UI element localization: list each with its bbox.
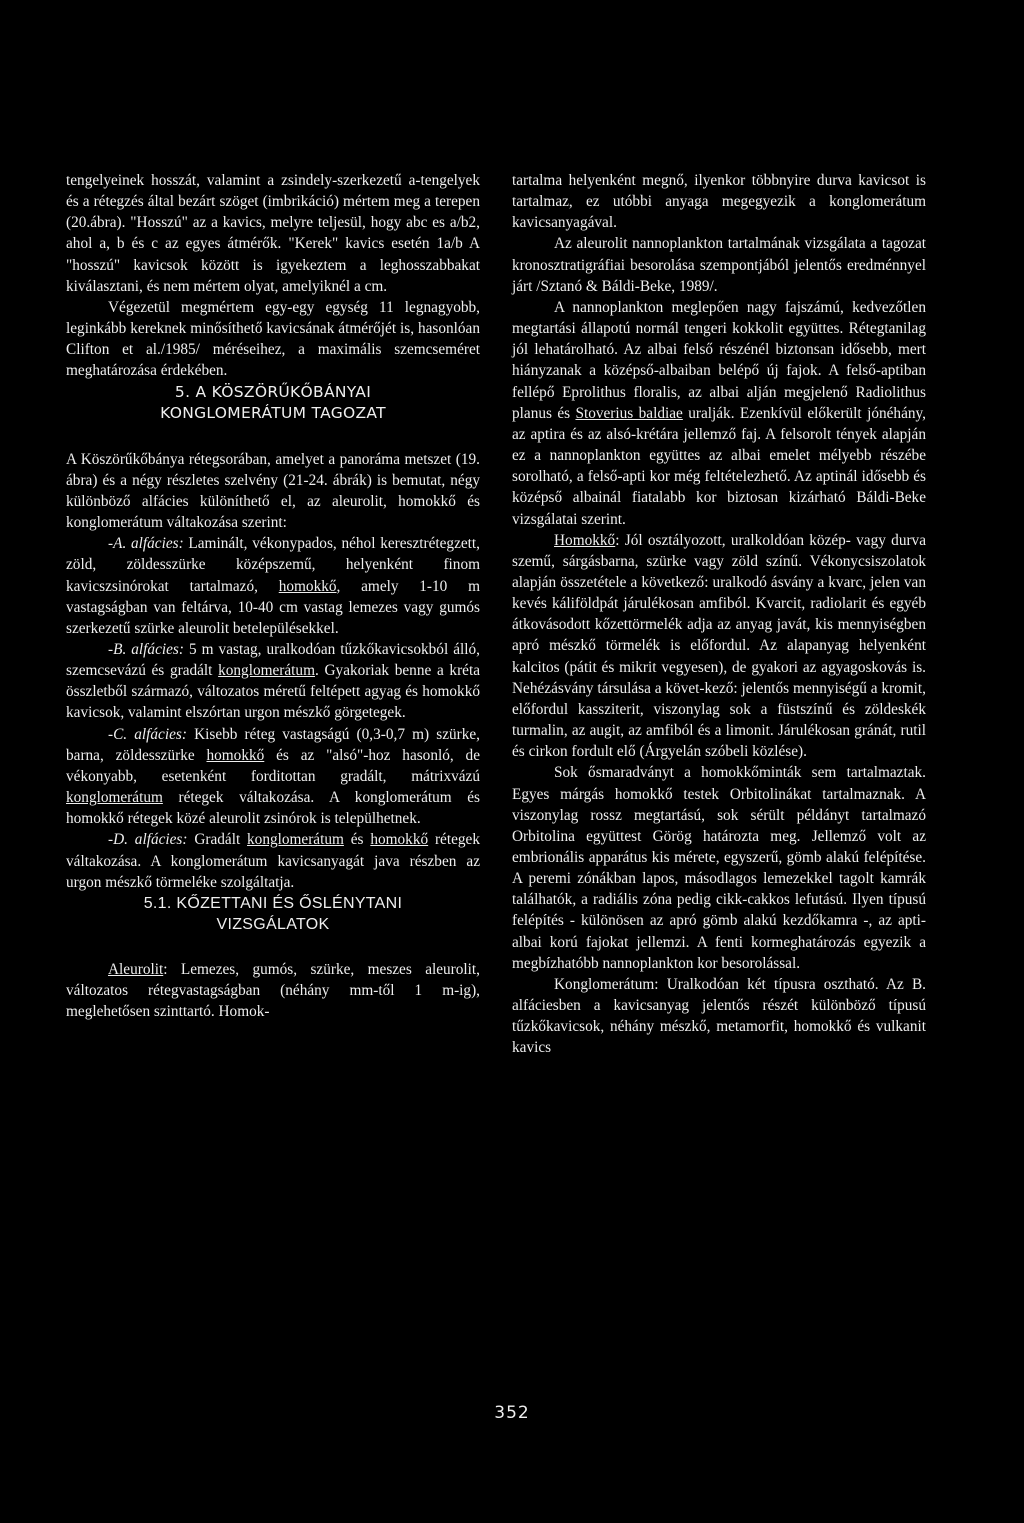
paragraph-subfacies-b bbox=[66, 639, 480, 724]
subfacies-b-term: konglomerátum bbox=[218, 662, 315, 680]
subfacies-d-term1: konglomerátum bbox=[247, 831, 344, 849]
aleurolit-term: Aleurolit bbox=[108, 960, 164, 978]
subfacies-a-text2: , amely 1-10 m vastagságban van feltárva, 10-40 cm vastag lemezes vagy gumós szerkezetű szürke aleurolit betelepülésekkel. bbox=[66, 577, 480, 637]
paragraph-aleurolit bbox=[66, 959, 480, 1022]
section-heading-5-1-line1: 5.1. KŐZETTANI ÉS ŐSLÉNYTANI bbox=[143, 894, 403, 912]
section-heading-5-line1: 5. A KÖSZÖRŰKŐBÁNYAI bbox=[174, 382, 372, 401]
subfacies-d-term2: homokkő bbox=[370, 831, 429, 849]
section-heading-5-1 bbox=[66, 893, 480, 935]
subfacies-c-text2: és az "alsó"-hoz hasonló, de vékonyabb, esetenként forditottan gradált, mátrixvázú bbox=[66, 746, 480, 785]
paragraph-continuation: tartalma helyenként megnő, ilyenkor többnyire durva kavicsot is tartalmaz, ez utóbbi anyaga megegyezik a konglomerátum kavicsanyagával. bbox=[512, 172, 926, 232]
subfacies-d-label: -D. alfácies: bbox=[108, 831, 188, 849]
subfacies-b-text2: . Gyakoriak benne a kréta összletből származó, változatos méretű feltépett agyag és homokkő kavicsok, valamint elszórtan urgon mészkő görgetegek. bbox=[66, 662, 480, 722]
subfacies-b-text1: 5 m vastag, uralkodóan tűzkőkavicsokból álló, szemcsevázú és gradált bbox=[66, 640, 480, 680]
aleurolit-text: : Lemezes, gumós, szürke, meszes aleurolit, változatos rétegvastagságban (néhány mm-től 1 m-ig), meglehetősen szinttartó. Homok- bbox=[66, 960, 480, 1021]
homokko-term: Homokkő bbox=[554, 531, 616, 549]
subfacies-b-label: -B. alfácies: bbox=[108, 640, 184, 658]
section-heading-5-line2: KONGLOMERÁTUM TAGOZAT bbox=[160, 403, 386, 422]
nannoplankton-species-term: Stoverius baldiae bbox=[575, 404, 683, 422]
paragraph-nannoplankton-species bbox=[512, 297, 926, 530]
paragraph-nannoplankton-study: Az aleurolit nannoplankton tartalmának vizsgálata a tagozat kronosztratigráfiai besorolása szempontjából jelentős eredménnyel járt /Sztanó & Báldi-Beke, 1989/. bbox=[512, 235, 926, 295]
paragraph-konglomeratum: Konglomerátum: Uralkodóan két típusra osztható. Az B. alfáciesben a kavicsanyag jelentős részét különböző típusú tűzkőkavicsok, néhány mészkő, metamorfit, homokkő és vulkanit kavics bbox=[512, 975, 926, 1057]
subfacies-c-label: -C. alfácies: bbox=[108, 725, 187, 743]
paragraph-subfacies-intro: A Köszörűkőbánya rétegsorában, amelyet a panoráma metszet (19. ábra) és a négy részletes szelvény (21-24. ábrák) is bemutat, négy különböző alfácies különíthető el, az aleurolit, homokkő és konglomerátum váltakozása szerint: bbox=[66, 450, 480, 532]
page-number: 352 bbox=[494, 1403, 530, 1423]
paragraph-subfacies-c bbox=[66, 724, 480, 830]
section-heading-5 bbox=[66, 382, 480, 424]
subfacies-a-term: homokkő bbox=[278, 577, 337, 595]
paragraph-homokko bbox=[512, 530, 926, 763]
subfacies-a-text1: Laminált, vékonypados, néhol keresztrétegzett, zöld, zöldesszürke középszemű, helyenként finom kavicszsinórokat tartalmazó, bbox=[66, 535, 480, 595]
subfacies-c-term2: konglomerátum bbox=[66, 789, 163, 807]
subfacies-c-text1: Kisebb réteg vastagságú (0,3-0,7 m) szürke, barna, zöldesszürke bbox=[66, 725, 480, 764]
left-column bbox=[66, 170, 480, 1022]
paragraph-subfacies-a bbox=[66, 533, 480, 639]
nannoplankton-text2: uralják. Ezenkívül előkerült jónéhány, az aptira és az alsó-krétára jellemző faj. A felsorolt tények alapján ez a nannoplankton együttes az albai emelet mélyebb részébe sorolható, a felső-apti kor még feltételezhető. Az aptinál idősebb és középső albainál fiatalabb kor biztosan kizárható Báldi-Beke vizsgálatai szerint. bbox=[512, 404, 926, 528]
paragraph-fossils: Sok ősmaradványt a homokkőminták sem tartalmaztak. Egyes márgás homokkő testek Orbitolinákat tartalmaznak. A viszonylag rossz megtartású, sok sérült példányt tartalmazó Orbitolina együttest Görög határozta meg. Jellemző volt az embrionális apparátus kis mérete, egyszerű, gömb alakú felépítése. A peremi zónákban lapos, másodlagos lemezekkel tagolt kamrák találhatók, a radiális zóna pedig cikk-cakkos lefutású. Ilyen típusú felépítés - különösen az apró gömb alakú kezdőkamra -, az apti-albai korú fajokat jellemzi. A fenti kormeghatározás egyezik a megbízhatóbb nannoplankton kor besorolással. bbox=[512, 764, 926, 972]
subfacies-c-term1: homokkő bbox=[206, 746, 265, 764]
subfacies-d-text2: és bbox=[343, 831, 371, 849]
nannoplankton-text1: A nannoplankton meglepően nagy fajszámú, kedvezőtlen megtartási állapotú normál tengeri kokkolit együttes. Rétegtanilag jól lehatárolható. Az albai felső részénél biztonsan idősebb, mert hiányzanak a középső-albaiban belépő új fajok. A felső-aptiban fellépő Eprolithus floralis, az albai alján megjelenő Radiolithus planus és bbox=[512, 298, 926, 422]
subfacies-d-text1: Gradált bbox=[187, 831, 248, 849]
section-heading-5-1-line2: VIZSGÁLATOK bbox=[216, 915, 330, 933]
paragraph-measurements: tengelyeinek hosszát, valamint a zsindely-szerkezetű a-tengelyek és a rétegzés által bezárt szöget (imbrikáció) mértem meg a terepen (20.ábra). "Hosszú" az a kavics, melyre teljesül, hogy abc es a/b2, ahol a, b és c az egyes átmérők. "Kerek" kavics esetén 1a/b A "hosszú" kavicsok között is igyekeztem a leghosszabbakat kiválasztani, és nem mértem olyat, amelyiknél a cm. bbox=[66, 172, 480, 295]
subfacies-a-label: -A. alfácies: bbox=[108, 535, 184, 553]
subfacies-d-text3: rétegek váltakozása. A konglomerátum kavicsanyagát java részben az urgon mészkő törmeléke szolgáltatja. bbox=[66, 831, 480, 891]
paragraph-max-grain: Végezetül megmértem egy-egy egység 11 legnagyobb, leginkább kereknek minősíthető kavicsának átmérőjét is, hasonlóan Clifton et al./1985/ méréseihez, a maximális szemcseméret meghatározása érdekében. bbox=[66, 298, 480, 380]
homokko-text: : Jól osztályozott, uralkoldóan közép- vagy durva szemű, sárgásbarna, szürke vagy zöld színű. Vékonycsiszolatok alapján összetétele a következő: uralkodó ásvány a kvarc, jelen van kevés káliföldpát járulékosan amfiból. Kvarcit, radiolarit és egyéb átkovásodott kőzettörmelék adja az anyag javát, kis mennyiségben apró mészkő törmelék is előfordul. Az alapanyag helyenként kalcitos (pátit és mikrit vegyesen), de gyakori az agyagoskovás is. Nehézásvány társulása a követ-kező: jelentős mennyiségű a kromit, előfordul kassziterit, viszonylag sok a füstszínű és zöldeskék turmalin, az augit, az amfiból és a limonit. Járulékosan gránát, rutil és cirkon fordult elő (Árgyelán szóbeli közlése). bbox=[512, 531, 926, 761]
subfacies-c-text3: rétegek váltakozása. A konglomerátum és homokkő rétegek közé aleurolit zsinórok is települhetnek. bbox=[66, 789, 480, 828]
right-column bbox=[512, 170, 926, 1059]
paragraph-subfacies-d bbox=[66, 829, 480, 892]
